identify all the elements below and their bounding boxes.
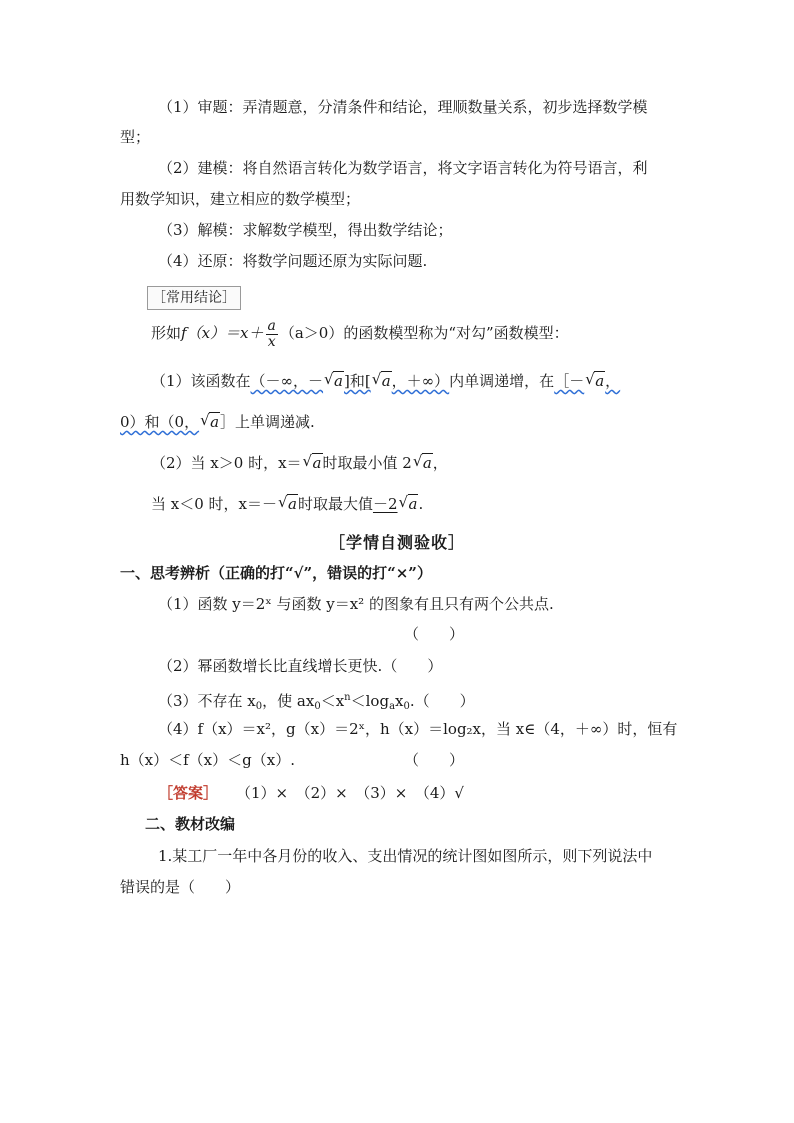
p1-interval-4-text: 0）和（0，: [120, 413, 200, 431]
question-3: [158, 687, 475, 718]
step-1-line-1: （1）审题：弄清题意，分清条件和结论，理顺数量关系，初步选择数学模: [158, 98, 648, 116]
common-conclusion-tag: ［常用结论］: [147, 286, 241, 310]
q3-text-6: .（ ）: [409, 692, 475, 710]
q3-sub-1: 0: [314, 701, 321, 712]
fraction-a-over-x: [266, 319, 278, 350]
problem-1-line-2: 错误的是（ ）: [120, 878, 241, 896]
p2-text-5: 时取最大值: [297, 495, 373, 513]
p2-period: .: [418, 495, 424, 513]
question-1: （1）函数 y＝2ˣ 与函数 y＝x² 的图象有且只有两个公共点.: [158, 595, 554, 613]
p1-interval-1-text: （－∞，－: [250, 372, 324, 390]
property-1-line-1: [151, 370, 620, 392]
p1-text-1: （1）该函数在: [151, 372, 251, 390]
sqrt-a-2-radicand: a: [381, 372, 391, 390]
section-2-title: 二、教材改编: [145, 815, 236, 833]
p1-text-3: ］上单调递减.: [220, 413, 315, 431]
q3-text-5: x: [395, 692, 404, 710]
q3-text-3: ＜x: [320, 692, 345, 710]
answer-tag: ［答案］: [158, 784, 219, 802]
p2-text-4: 当 x＜0 时，x＝－: [151, 495, 277, 513]
p2-max-value: [373, 495, 419, 513]
q3-text-4: ＜log: [350, 692, 390, 710]
sqrt-a-2: [372, 370, 392, 392]
sqrt-a-3: [585, 370, 605, 392]
question-4-line-2: h（x）＜f（x）＜g（x）.: [120, 751, 295, 769]
property-2-line-2: [151, 493, 423, 515]
answer-body: （1）× （2）× （3）× （4）√: [236, 784, 464, 802]
q3-text-1: （3）不存在 x: [158, 692, 256, 710]
p1-interval-3: [554, 372, 620, 390]
p1-interval-4: [120, 413, 220, 431]
sqrt-a-5-radicand: a: [312, 454, 322, 472]
sqrt-a-6: [413, 452, 433, 474]
conclusion-intro: [151, 318, 569, 350]
step-2-line-2: 用数学知识，建立相应的数学模型；: [120, 190, 361, 208]
sqrt-a-3-radicand: a: [595, 372, 605, 390]
answer-line: [158, 782, 464, 804]
intro-condition: （a＞0）的函数模型称为“对勾”函数模型：: [279, 324, 569, 342]
question-4-line-1: （4）f（x）＝x²，g（x）＝2ˣ，h（x）＝log₂x，当 x∈（4，＋∞）时，恒有: [158, 720, 678, 738]
property-2-line-1: [151, 452, 448, 474]
step-1-line-2: 型；: [120, 128, 151, 146]
q3-sub-2: a: [389, 701, 396, 712]
fraction-denominator: x: [267, 333, 276, 350]
intro-function: f（x）＝x＋: [181, 324, 264, 342]
sqrt-a-8: [399, 493, 419, 515]
question-1-paren: （ ）: [404, 625, 465, 643]
p1-bracket-1: ]和[: [344, 372, 371, 390]
p1-interval-3-text: ［－: [554, 372, 585, 390]
sqrt-a-4-radicand: a: [210, 413, 220, 431]
question-2: （2）幂函数增长比直线增长更快.（ ）: [158, 657, 443, 675]
p2-text-1: （2）当 x＞0 时，x＝: [151, 454, 302, 472]
sqrt-a-4: [200, 411, 220, 433]
section-heading: ［学情自测验收］: [328, 533, 465, 552]
intro-prefix: 形如: [151, 324, 182, 342]
step-4: （4）还原：将数学问题还原为实际问题.: [158, 252, 428, 270]
q3-text-2: ，使 ax: [262, 692, 315, 710]
sqrt-a-6-radicand: a: [422, 454, 432, 472]
question-4-paren: （ ）: [404, 751, 465, 769]
step-2-line-1: （2）建模：将自然语言转化为数学语言，将文字语言转化为符号语言，利: [158, 159, 648, 177]
sqrt-a-1: [324, 370, 344, 392]
sqrt-a-5: [303, 452, 323, 474]
property-1-line-2: [120, 411, 315, 433]
sqrt-a-1-radicand: a: [334, 372, 343, 390]
q3-sub-3: 0: [403, 701, 410, 712]
fraction-numerator: a: [267, 317, 276, 334]
sqrt-a-8-radicand: a: [408, 495, 418, 513]
p1-text-2: 内单调递增，在: [449, 372, 555, 390]
q3-sub-0: 0: [255, 701, 263, 712]
sqrt-a-7: [278, 493, 298, 515]
problem-1-line-1: 1.某工厂一年中各月份的收入、支出情况的统计图如图所示，则下列说法中: [158, 847, 653, 865]
sqrt-a-7-radicand: a: [288, 495, 297, 513]
p2-text-3: ，: [432, 454, 448, 472]
q3-sup: n: [344, 692, 351, 703]
p1-interval-1: [251, 372, 450, 390]
p2-text-2: 时取最小值 2: [322, 454, 412, 472]
p2-max-value-text: －2: [372, 495, 398, 513]
step-3: （3）解模：求解数学模型，得出数学结论；: [158, 221, 453, 239]
p1-comma: ，: [605, 372, 621, 390]
section-1-title: 一、思考辨析（正确的打“√”，错误的打“×”）: [120, 564, 432, 582]
p1-interval-2-text: ，＋∞）: [391, 372, 450, 390]
